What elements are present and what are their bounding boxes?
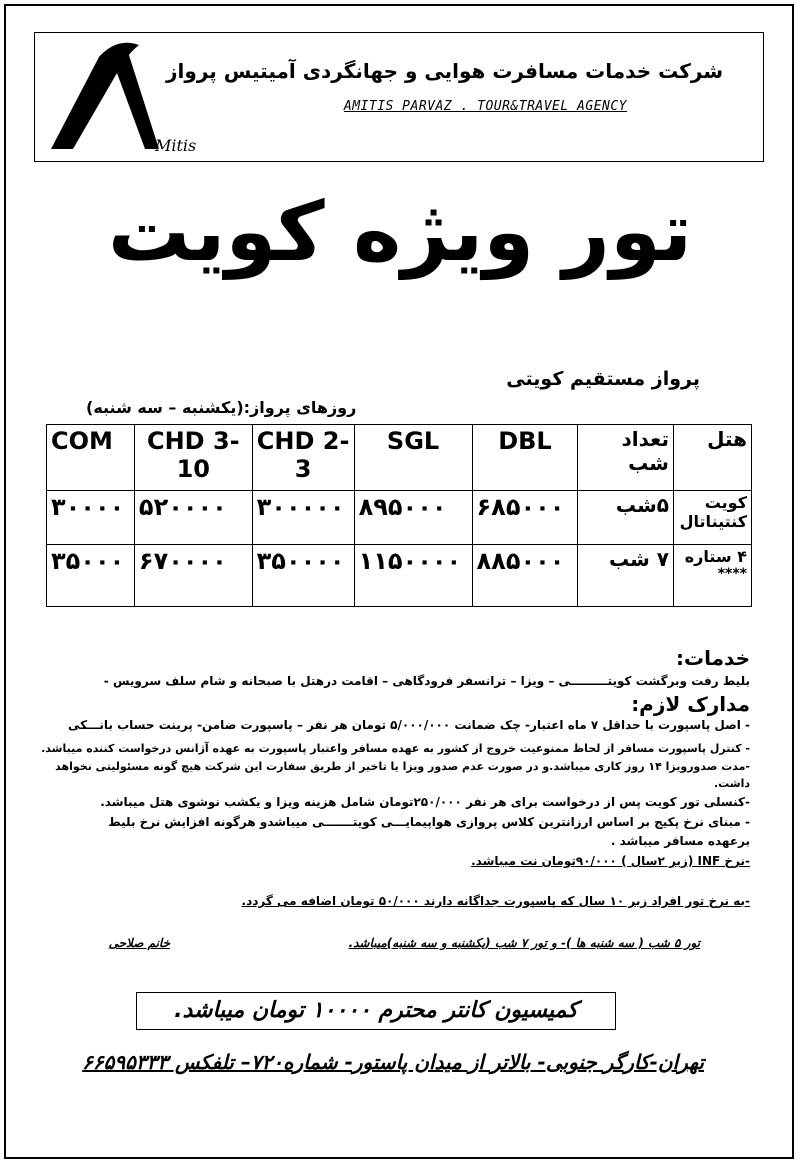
hotel-cell: کویت کنتیناتال	[673, 491, 751, 545]
sgl-cell: ۱۱۵۰۰۰۰	[354, 545, 472, 607]
flight-subtitle: پرواز مستقیم کویتی	[506, 368, 700, 390]
commission-box: کمیسیون کانتر محترم ۱۰۰۰۰ تومان میباشد.	[136, 992, 616, 1030]
page-title: تور ویژه کویت	[107, 185, 693, 280]
header-sgl: SGL	[354, 425, 472, 491]
chd-2-3-cell: ۳۰۰۰۰۰	[252, 491, 354, 545]
documents-heading: مدارک لازم:	[631, 692, 750, 716]
header-nights: تعداد شب	[578, 425, 674, 491]
header-chd-2-3: CHD 2-3	[252, 425, 354, 491]
com-cell: ۳۵۰۰۰	[47, 545, 135, 607]
document-line: - اصل پاسپورت با حداقل ۷ ماه اعتبار- چک ضمانت ۵/۰۰۰/۰۰۰ تومان هر نفر – پاسپورت ضامن- پرینت حساب بانـــکی	[68, 718, 750, 732]
document-line: -کنسلی تور کویت پس از درخواست برای هر نفر ۲۵۰/۰۰۰تومان شامل هزینه ویزا و یکشب نوشوی هتل میباشد.	[100, 795, 750, 809]
table-row	[47, 545, 752, 607]
document-line: - مبنای نرخ پکیج بر اساس ارزانترین کلاس پروازی هواپیمایـــی کویتـــــــی میباشدو هرگونه افزایش نرخ بلیط	[108, 815, 750, 829]
hotel-rating-cell	[673, 545, 751, 607]
logo-text: Mitis	[155, 136, 197, 155]
hotel-stars: ****	[717, 566, 747, 583]
dbl-cell: ۶۸۵۰۰۰	[472, 491, 578, 545]
nights-cell: ۵شب	[578, 491, 674, 545]
flight-days: روزهای پرواز:(یکشنبه – سه شنبه)	[86, 398, 357, 417]
hotel-rating: ۴ ستاره	[684, 547, 747, 566]
rates-table	[46, 424, 752, 607]
header-dbl: DBL	[472, 425, 578, 491]
agency-address: تهران-کارگر جنوبی- بالاتر از میدان پاستور- شماره۷۲۰– تلفکس ۶۶۵۹۵۳۳۳	[82, 1050, 704, 1074]
table-header-row	[47, 425, 752, 491]
nights-cell: ۷ شب	[578, 545, 674, 607]
contact-person: خانم صلاحی	[108, 936, 170, 950]
com-cell: ۳۰۰۰۰	[47, 491, 135, 545]
company-name-persian: شرکت خدمات مسافرت هوایی و جهانگردی آمیتیس پرواز	[166, 59, 723, 83]
dbl-cell: ۸۸۵۰۰۰	[472, 545, 578, 607]
header-hotel: هتل	[673, 425, 751, 491]
table-row	[47, 491, 752, 545]
company-name-english: AMITIS PARVAZ . TOUR&TRAVEL AGENCY	[343, 99, 627, 114]
header-chd-3-10: CHD 3-10	[134, 425, 252, 491]
tour-days-note: تور ۵ شب ( سه شنبه ها )- و تور ۷ شب (یکشنبه و سه شنبه)میباشد.	[348, 936, 700, 950]
chd-3-10-cell: ۵۲۰۰۰۰	[134, 491, 252, 545]
header-com: COM	[47, 425, 135, 491]
services-heading: خدمات:	[676, 646, 750, 670]
document-line: -مدت صدورویزا ۱۴ روز کاری میباشد.و در صورت عدم صدور ویزا یا تاخیر از طریق سفارت این شرکت هیچ گونه مسئولیتی نخواهد	[55, 760, 750, 773]
passport-note: -به نرخ تور افراد زیر ۱۰ سال که پاسپورت جداگانه دارند ۵۰/۰۰۰ تومان اضافه می گردد.	[241, 894, 750, 908]
document-line: داشت.	[713, 777, 750, 790]
chd-2-3-cell: ۳۵۰۰۰۰	[252, 545, 354, 607]
services-text: بلیط رفت وبرگشت کویتـــــــــی – ویزا – ترانسفر فرودگاهی – اقامت درهتل با صبحانه و شام سلف سرویس -	[103, 674, 750, 688]
document-line: - کنترل پاسپورت مسافر از لحاظ ممنوعیت خروج از کشور به عهده مسافر واعتبار پاسپورت به عهده آژانس درخواست کننده میباشد.	[41, 742, 750, 755]
agency-logo	[47, 39, 197, 157]
letterhead	[34, 32, 764, 162]
chd-3-10-cell: ۶۷۰۰۰۰	[134, 545, 252, 607]
sgl-cell: ۸۹۵۰۰۰	[354, 491, 472, 545]
document-line: -نرخ INF (زیر ۲سال ) ۹۰/۰۰۰تومان نت میباشد.	[471, 854, 750, 868]
document-line: برعهده مسافر میباشد .	[610, 834, 750, 848]
